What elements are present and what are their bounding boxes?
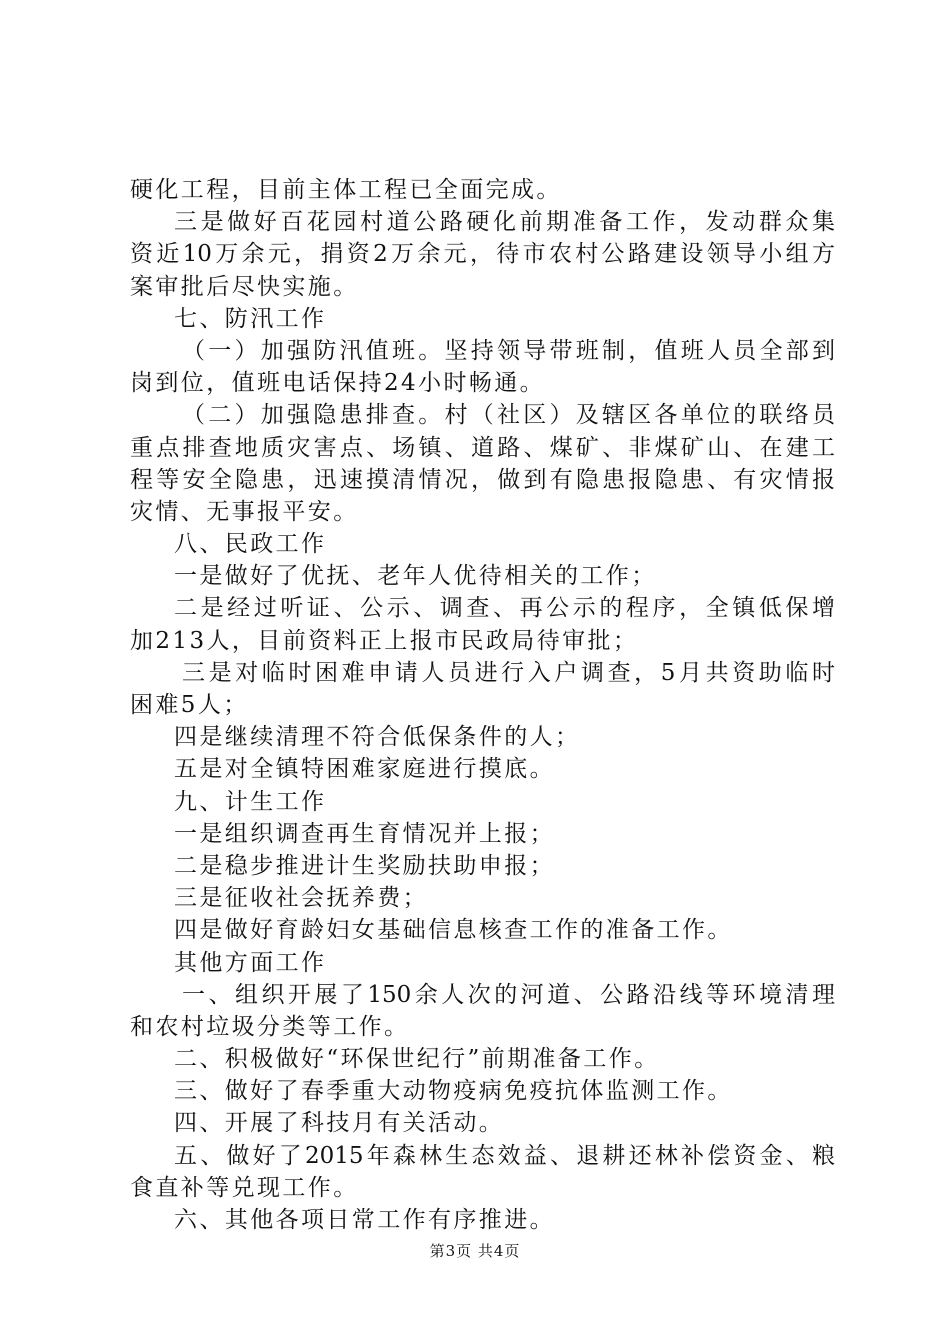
paragraph-line: 灾情、无事报平安。	[130, 498, 359, 525]
section-heading: 九、计生工作	[174, 788, 327, 815]
paragraph-line: 加213人，目前资料正上报市民政局待审批；	[130, 627, 639, 654]
paragraph-line: 一是组织调查再生育情况并上报；	[174, 820, 555, 847]
paragraph-line: 三是征收社会抚养费；	[174, 885, 428, 912]
paragraph-line: 一是做好了优抚、老年人优待相关的工作；	[174, 563, 657, 590]
paragraph-line: 六、其他各项日常工作有序推进。	[174, 1207, 555, 1233]
paragraph-line: 和农村垃圾分类等工作。	[130, 1013, 410, 1040]
section-heading: 其他方面工作	[174, 949, 327, 976]
paragraph-line: 二是经过听证、公示、调查、再公示的程序，全镇低保增	[174, 595, 835, 622]
paragraph-line: 二、积极做好“环保世纪行”前期准备工作。	[174, 1046, 660, 1073]
paragraph-line: 四是继续清理不符合低保条件的人；	[174, 724, 581, 751]
paragraph-line: 五、做好了2015年森林生态效益、退耕还林补偿资金、粮	[174, 1142, 835, 1169]
paragraph-line: 三是对临时困难申请人员进行入户调查，5月共资助临时	[182, 659, 835, 686]
paragraph-line: 资近10万余元，捐资2万余元，待市农村公路建设领导小组方	[130, 241, 835, 268]
paragraph-line: （二）加强隐患排查。村（社区）及辖区各单位的联络员	[182, 402, 835, 429]
paragraph-line: 一、组织开展了150余人次的河道、公路沿线等环境清理	[182, 981, 835, 1008]
paragraph-line: 二是稳步推进计生奖励扶助申报；	[174, 852, 555, 879]
paragraph-line: 硬化工程，目前主体工程已全面完成。	[130, 177, 562, 203]
document-body	[130, 174, 835, 1236]
paragraph-line: 五是对全镇特困难家庭进行摸底。	[174, 756, 555, 783]
paragraph-line: 重点排查地质灾害点、场镇、道路、煤矿、非煤矿山、在建工	[130, 434, 835, 461]
paragraph-line: 程等安全隐患，迅速摸清情况，做到有隐患报隐患、有灾情报	[130, 466, 835, 493]
paragraph-line: 三是做好百花园村道公路硬化前期准备工作，发动群众集	[174, 209, 835, 236]
page-number-footer: 第3页 共4页	[429, 1242, 521, 1260]
paragraph-line: 三、做好了春季重大动物疫病免疫抗体监测工作。	[174, 1078, 733, 1105]
paragraph-line: 困难5人；	[130, 692, 249, 718]
paragraph-line: （一）加强防汛值班。坚持领导带班制，值班人员全部到	[182, 337, 835, 364]
paragraph-line: 岗到位，值班电话保持24小时畅通。	[130, 370, 546, 397]
paragraph-line: 四、开展了科技月有关活动。	[174, 1110, 505, 1137]
paragraph-line: 食直补等兑现工作。	[130, 1174, 359, 1201]
section-heading: 八、民政工作	[174, 531, 327, 558]
paragraph-line: 四是做好育龄妇女基础信息核查工作的准备工作。	[174, 917, 733, 944]
paragraph-line: 案审批后尽快实施。	[130, 273, 359, 300]
section-heading: 七、防汛工作	[174, 305, 327, 332]
